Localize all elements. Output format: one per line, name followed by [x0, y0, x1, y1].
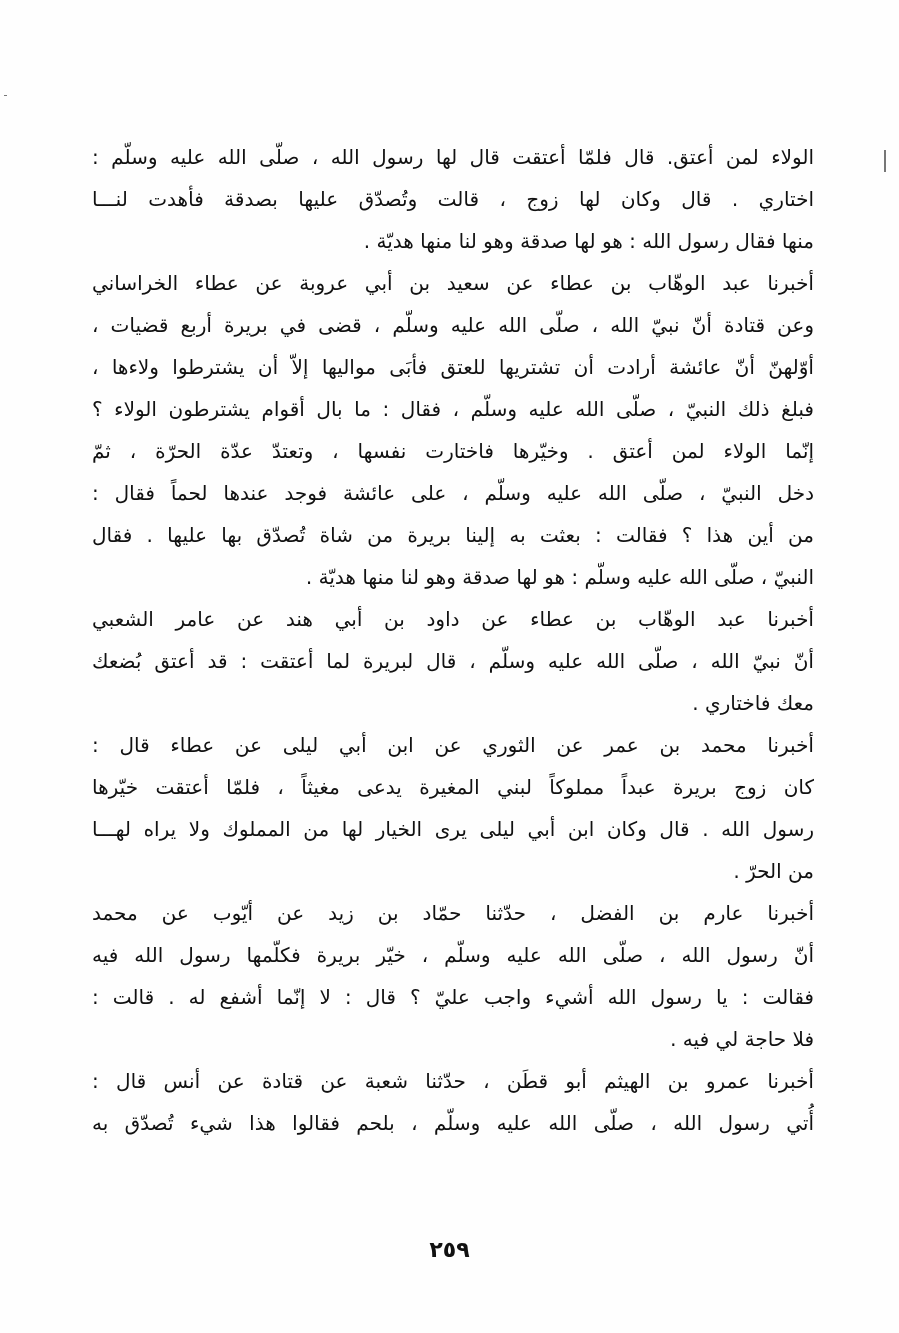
text-line: فلا حاجة لي فيه . [670, 1027, 814, 1051]
text-line: فبلغ ذلك النبيّ ، صلّى الله عليه وسلّم ، فقال : ما بال أقوام يشترطون الولاء ؟ [92, 397, 814, 421]
text-line: الولاء لمن أعتق. قال فلمّا أعتقت قال لها رسول الله ، صلّى الله عليه وسلّم : [92, 145, 814, 169]
text-line: النبيّ ، صلّى الله عليه وسلّم : هو لها صدقة وهو لنا منها هديّة . [305, 565, 814, 589]
text-line: أخبرنا عمرو بن الهيثم أبو قطَن ، حدّثنا شعبة عن قتادة عن أنس قال : [92, 1069, 814, 1093]
text-line: من أين هذا ؟ فقالت : بعثت به إلينا بريرة من شاة تُصدّق بها عليها . فقال [92, 523, 814, 547]
page-number: ٢٥٩ [429, 1238, 470, 1263]
text-line: معك فاختاري . [692, 691, 814, 715]
text-line: منها فقال رسول الله : هو لها صدقة وهو لنا منها هديّة . [363, 229, 814, 253]
text-line: فقالت : يا رسول الله أشيء واجب عليّ ؟ قال : لا إنّما أشفع له . قالت : [92, 985, 814, 1009]
text-line: أوّلهنّ أنّ عائشة أرادت أن تشتريها للعتق فأبَى مواليها إلاّ أن يشترطوا ولاءها ، [92, 355, 814, 379]
text-line: وعن قتادة أنّ نبيّ الله ، صلّى الله عليه وسلّم ، قضى في بريرة أربع قضيات ، [92, 313, 814, 337]
text-line: أخبرنا عارم بن الفضل ، حدّثنا حمّاد بن زيد عن أيّوب عن محمد [92, 901, 814, 925]
text-line: أُتي رسول الله ، صلّى الله عليه وسلّم ، بلحم فقالوا هذا شيء تُصدّق به [92, 1111, 814, 1135]
text-line: من الحرّ . [733, 859, 814, 883]
text-line: أخبرنا عبد الوهّاب بن عطاء عن سعيد بن أبي عروبة عن عطاء الخراساني [92, 271, 814, 295]
text-line: أنّ نبيّ الله ، صلّى الله عليه وسلّم ، قال لبريرة لما أعتقت : قد أعتق بُضعك [92, 649, 814, 673]
text-line: إنّما الولاء لمن أعتق . وخيّرها فاختارت نفسها ، وتعتدّ عدّة الحرّة ، ثمّ [92, 439, 814, 463]
text-line: رسول الله . قال وكان ابن أبي ليلى يرى الخيار لها من المملوك ولا يراه لهـــا [92, 817, 814, 841]
text-line: دخل النبيّ ، صلّى الله عليه وسلّم ، على عائشة فوجد عندها لحماً فقال : [92, 481, 814, 505]
text-line: أخبرنا محمد بن عمر عن الثوري عن ابن أبي ليلى عن عطاء قال : [92, 733, 814, 757]
text-line: اختاري . قال وكان لها زوج ، قالت وتُصدّق عليها بصدقة فأهدت لنـــا [92, 187, 814, 211]
text-line: أخبرنا عبد الوهّاب بن عطاء عن داود بن أبي هند عن عامر الشعبي [92, 607, 814, 631]
body-text [92, 136, 814, 1144]
text-line: كان زوج بريرة عبداً مملوكاً لبني المغيرة يدعى مغيثاً ، فلمّا أعتقت خيّرها [92, 775, 814, 799]
scan-mark [884, 150, 886, 172]
scan-mark [4, 95, 7, 96]
text-line: أنّ رسول الله ، صلّى الله عليه وسلّم ، خيّر بريرة فكلّمها رسول الله فيه [92, 943, 814, 967]
